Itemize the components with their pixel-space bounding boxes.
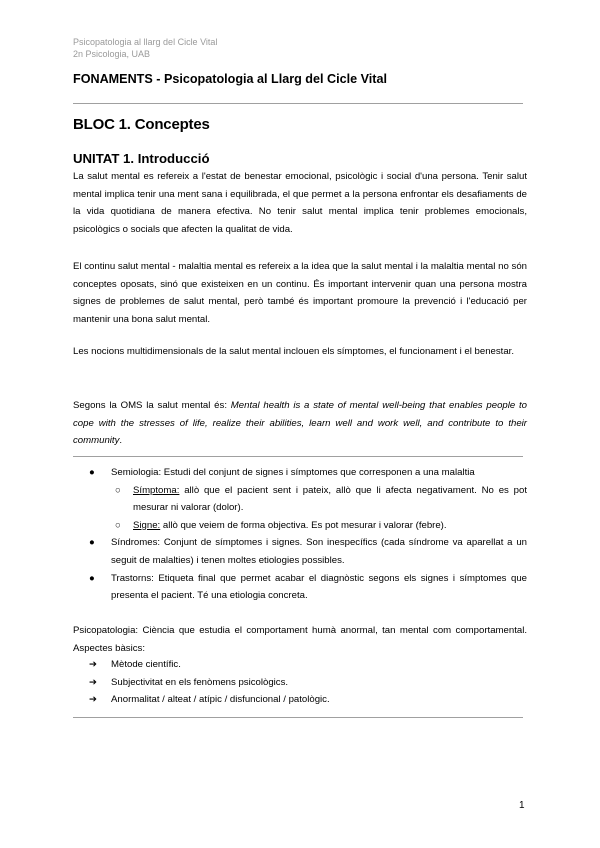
signe-term: Signe:	[133, 519, 161, 531]
oms-quote: Mental health is a state of mental well-being that enables people to cope with the stresses of life, realize their abilities, learn well and work well, and contribute to their community	[73, 400, 528, 447]
arrow-icon: ➔	[89, 676, 98, 688]
list-item-sindromes	[73, 534, 527, 569]
paragraph-continu: El continu salut mental - malaltia mental es refereix a la idea que la salut mental i la malaltia mental no són conceptes oposats, sinó que existeixen en un continu. És important intervenir quan una persona mostra signes de problemes de salut mental, però també és important promoure la prevenció i l'educació per mantenir una bona salut mental.	[73, 261, 527, 325]
aspect-text: Subjectivitat en els fenòmens psicològics.	[111, 676, 289, 688]
list-item-semiologia	[73, 464, 527, 482]
paragraph-nocions: Les nocions multidimensionals de la salut mental inclouen els símptomes, el funcionament i el benestar.	[73, 346, 515, 357]
page-number: 1	[519, 800, 525, 811]
semiologia-text: Semiologia: Estudi del conjunt de signes i símptomes que corresponen a una malaltia	[111, 467, 475, 478]
aspect-item	[73, 691, 527, 709]
paragraph-salut-mental: La salut mental es refereix a l'estat de benestar emocional, psicològic i social d'una persona. Tenir salut mental implica tenir una ment sana i equilibrada, el que permet a la persona enfrontar els desafiaments de la vida quotidiana de manera efectiva. No tenir salut mental implica tenir problemes emocionals, psicològics o socials que afecten la qualitat de vida.	[73, 171, 527, 235]
circle-bullet-icon: ○	[115, 519, 121, 531]
bullet-icon: ●	[89, 572, 95, 584]
divider	[73, 717, 523, 718]
list-item-simptoma	[73, 482, 527, 517]
document-title: FONAMENTS - Psicopatologia al Llarg del Cicle Vital	[73, 72, 387, 86]
bullet-icon: ●	[89, 537, 95, 549]
divider	[73, 103, 523, 104]
arrow-icon: ➔	[89, 659, 98, 670]
aspect-item	[73, 656, 527, 674]
simptoma-text: allò que el pacient sent i pateix, allò que li afecta negativament. No es pot mesurar ni valorar (dolor).	[133, 484, 527, 514]
trastorns-text: Trastorns: Etiqueta final que permet acabar el diagnòstic segons els signes i símptomes que presenta el pacient. Té una etiologia concreta.	[111, 572, 527, 602]
oms-suffix: .	[119, 435, 123, 447]
circle-bullet-icon: ○	[115, 484, 121, 496]
aspect-item	[73, 674, 527, 692]
simptoma-term: Símptoma:	[133, 484, 180, 496]
paragraph-psicopatologia: Psicopatologia: Ciència que estudia el comportament humà anormal, tan mental com comportamental. Aspectes bàsics:	[73, 625, 527, 654]
bloc-heading: BLOC 1. Conceptes	[73, 116, 210, 133]
signe-text: allò que veiem de forma objectiva. Es pot mesurar i valorar (febre).	[160, 519, 447, 531]
divider	[73, 456, 523, 457]
aspect-text: Anormalitat / alteat / atípic / disfuncional / patològic.	[111, 694, 330, 706]
aspects-list	[73, 656, 527, 709]
unit-heading: UNITAT 1. Introducció	[73, 151, 210, 166]
concept-list	[73, 464, 527, 605]
sindromes-text: Síndromes: Conjunt de símptomes i signes. Son inespecífics (cada síndrome va aparellat a un seguit de malalties) i tenen moltes etiologies possibles.	[111, 537, 527, 566]
oms-prefix: Segons la OMS la salut mental és:	[73, 400, 231, 411]
list-item-signe	[73, 517, 527, 535]
aspect-text: Mètode científic.	[111, 659, 181, 670]
list-item-trastorns	[73, 570, 527, 605]
header-course-title: Psicopatologia al llarg del Cicle Vital	[73, 37, 218, 47]
header-course-info: 2n Psicologia, UAB	[73, 49, 151, 59]
paragraph-oms	[73, 397, 527, 450]
bullet-icon: ●	[89, 467, 95, 478]
arrow-icon: ➔	[89, 694, 98, 706]
